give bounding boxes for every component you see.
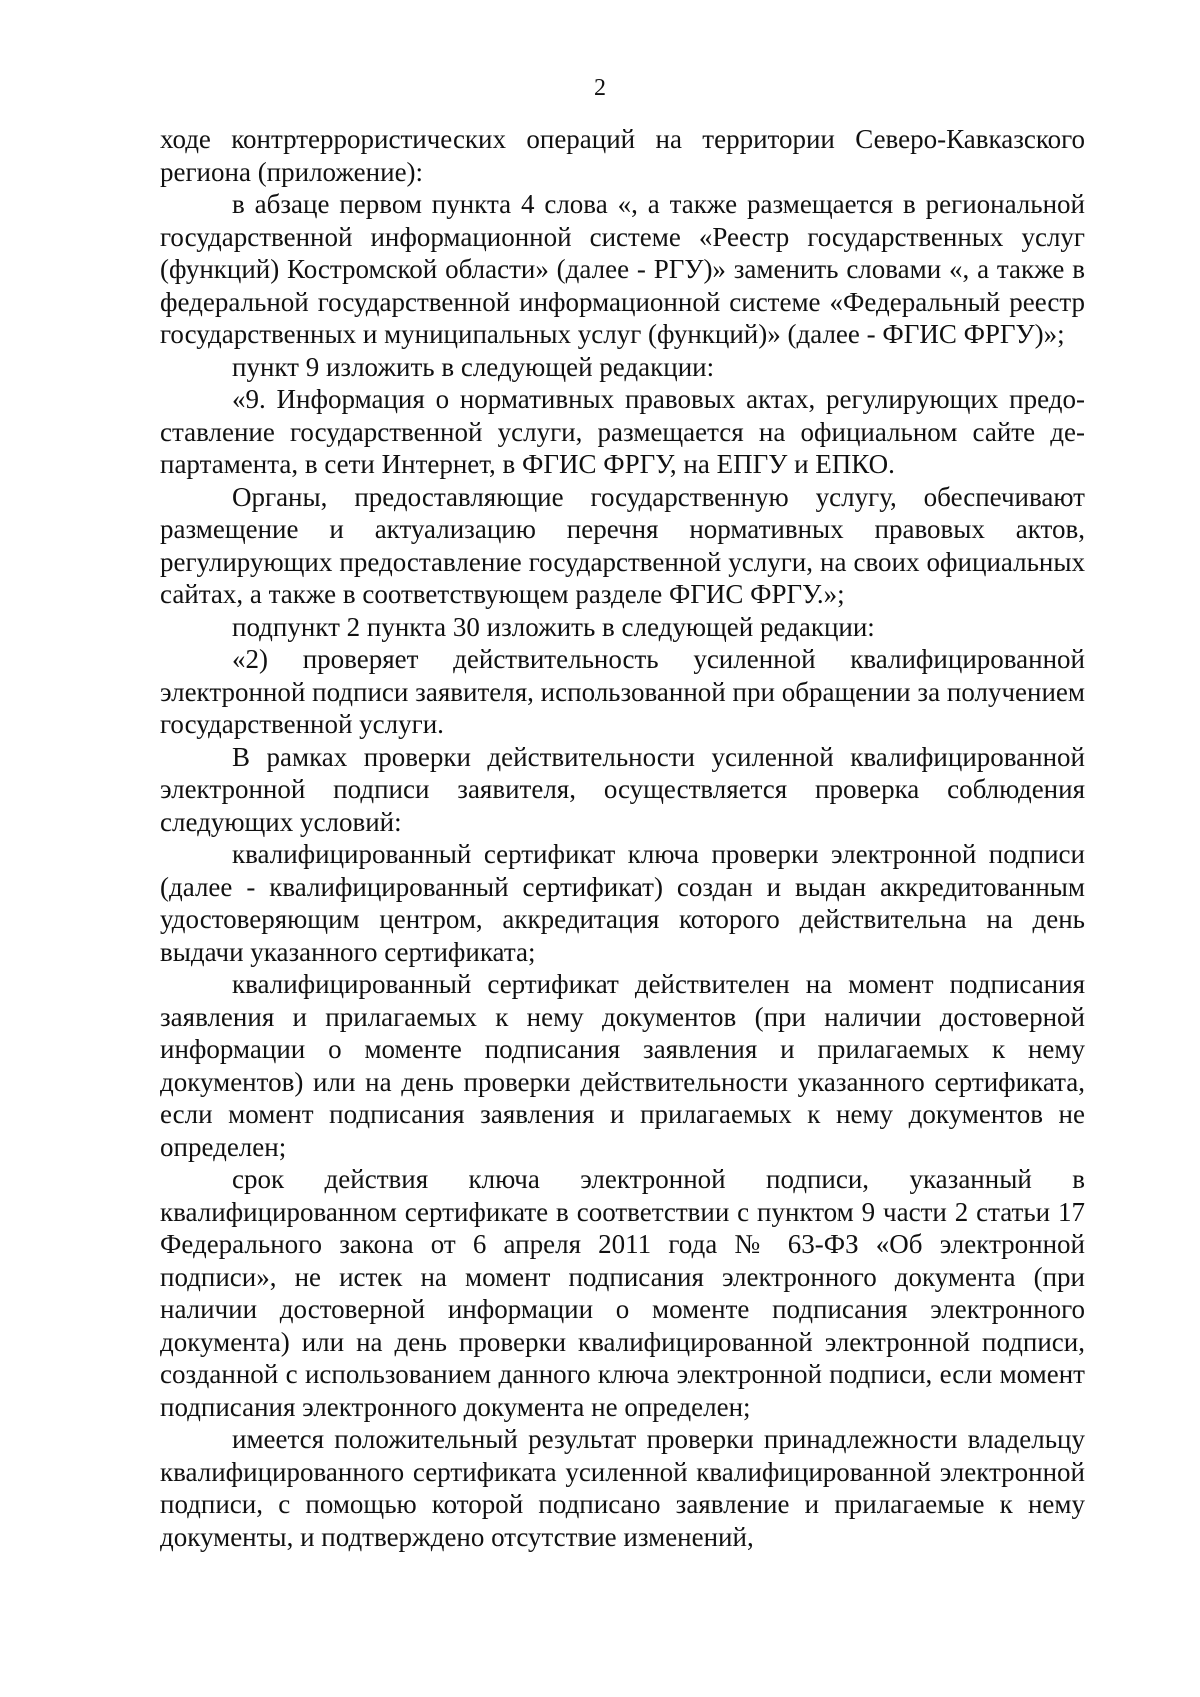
paragraph: квалифицированный сертификат действителен на момент подписания заявления и прилагаемых к нему документов (при наличии достоверной информации о моменте подписания заявления и прилагаемых к нему документов) или на день проверки действительности указанного сертификата, если момент подписания заявления и прилагаемых к нему документов не определен;: [160, 969, 1085, 1162]
paragraph: «9. Информация о нормативных правовых актах, регулирующих предоставление государственной услуги, размещается на официальном сайте департамента, в сети Интернет, в ФГИС ФРГУ, на ЕПГУ и ЕПКО.: [160, 384, 1085, 479]
paragraph: в абзаце первом пункта 4 слова «, а также размещается в региональной государственной информационной системе «Реестр государственных услуг (функций) Костромской области» (далее - РГУ)» заменить словами «, а также в федеральной государственной информационной системе «Федеральный реестр государственных и муниципальных услуг (функций)» (далее - ФГИС ФРГУ)»;: [160, 189, 1085, 349]
paragraph: пункт 9 изложить в следующей редакции:: [232, 351, 715, 382]
paragraph-continuation: ходе контртеррористических операций на территории Северо-Кавказского региона (приложение):: [160, 124, 1085, 187]
paragraph: «2) проверяет действительность усиленной квалифицированной электронной подписи заявителя, использованной при обращении за получением государственной услуги.: [160, 644, 1085, 739]
page-number: 2: [594, 75, 606, 101]
document-body: [160, 123, 1085, 1553]
paragraph: подпункт 2 пункта 30 изложить в следующей редакции:: [232, 611, 875, 642]
paragraph: квалифицированный сертификат ключа проверки электронной подписи (далее - квалифицированный сертификат) создан и выдан аккредитованным удостоверяющим центром, аккредитация которого действительна на день выдачи указанного сертификата;: [160, 839, 1085, 967]
paragraph: срок действия ключа электронной подписи, указанный в квалифицированном сертификате в соответствии с пунктом 9 части 2 статьи 17 Федерального закона от 6 апреля 2011 года № 63-ФЗ «Об электронной подписи», не истек на момент подписания электронного документа (при наличии достоверной информации о моменте подписания электронного документа) или на день проверки квалифицированной электронной подписи, созданной с использованием данного ключа электронной подписи, если момент подписания электронного документа не определен;: [160, 1164, 1085, 1422]
paragraph: Органы, предоставляющие государственную услугу, обеспечивают размещение и актуализацию перечня нормативных правовых актов, регулирующих предоставление государственной услуги, на своих официальных сайтах, а также в соответствующем разделе ФГИС ФРГУ.»;: [160, 481, 1085, 609]
paragraph: В рамках проверки действительности усиленной квалифицированной электронной подписи заявителя, осуществляется проверка соблюдения следующих условий:: [160, 741, 1085, 837]
paragraph: имеется положительный результат проверки принадлежности владельцу квалифицированного сертификата усиленной квалифицированной электронной подписи, с помощью которой подписано заявление и прилагаемые к нему документы, и подтверждено отсутствие изменений,: [160, 1424, 1085, 1552]
